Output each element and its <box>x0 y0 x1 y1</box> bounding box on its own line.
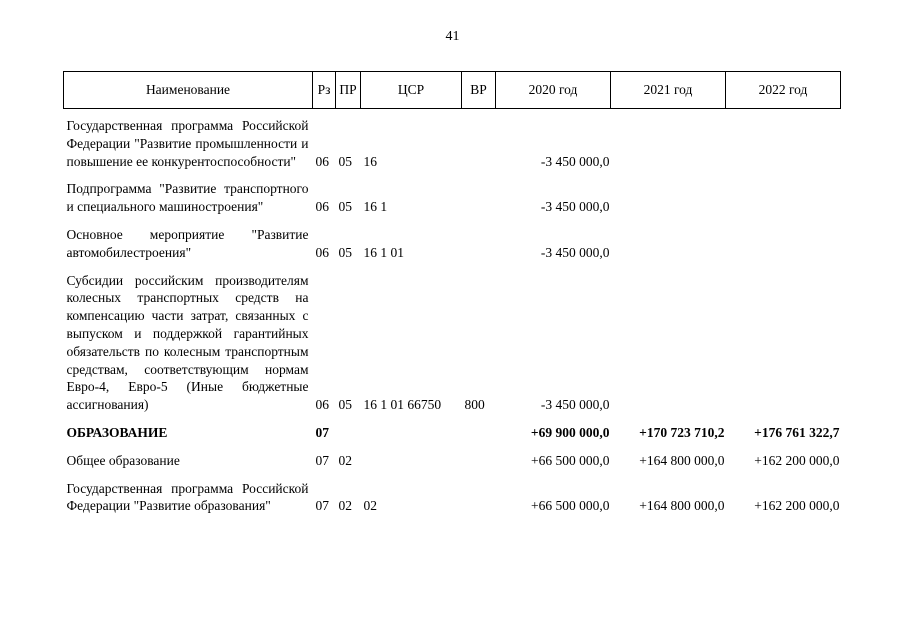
row-name: Государственная программа Российской Федерации "Развитие образования" <box>66 480 309 514</box>
row-2022 <box>726 272 841 424</box>
row-2021 <box>611 180 726 226</box>
header-vr: ВР <box>462 72 496 109</box>
row-pr: 02 <box>338 452 352 468</box>
page-number: 41 <box>445 29 460 44</box>
row-pr: 05 <box>338 397 352 413</box>
row-rz: 07 <box>315 424 329 440</box>
row-pr <box>336 424 361 452</box>
row-rz: 06 <box>315 199 329 215</box>
row-vr <box>462 424 496 452</box>
row-name: Подпрограмма "Развитие транспортного и специального машиностроения" <box>66 181 309 215</box>
row-2021: +164 800 000,0 <box>639 452 725 468</box>
row-csr: 02 <box>363 498 377 514</box>
row-pr: 02 <box>338 498 352 514</box>
row-2022 <box>726 109 841 181</box>
row-rz: 06 <box>315 397 329 413</box>
row-csr: 16 1 01 <box>363 244 404 260</box>
row-2021 <box>611 109 726 181</box>
row-2022 <box>726 226 841 272</box>
table-row <box>64 109 841 181</box>
table-header <box>64 72 841 109</box>
row-vr <box>462 226 496 272</box>
row-2022: +162 200 000,0 <box>754 452 840 468</box>
header-2022: 2022 год <box>726 72 841 109</box>
row-rz: 07 <box>315 452 329 468</box>
row-2022: +176 761 322,7 <box>754 424 840 440</box>
table-row <box>64 480 841 526</box>
row-2020: -3 450 000,0 <box>540 397 610 413</box>
row-name: Основное мероприятие "Развитие автомобилестроения" <box>66 226 309 260</box>
row-2020: +69 900 000,0 <box>530 424 610 440</box>
row-2021 <box>611 272 726 424</box>
row-2020: -3 450 000,0 <box>540 199 610 215</box>
table-body <box>64 109 841 526</box>
table-row-section <box>64 424 841 452</box>
table-row <box>64 226 841 272</box>
row-csr: 16 <box>363 153 377 169</box>
row-rz: 06 <box>315 153 329 169</box>
row-vr <box>462 180 496 226</box>
row-2022 <box>726 180 841 226</box>
row-2020: -3 450 000,0 <box>540 153 610 169</box>
row-2020: -3 450 000,0 <box>540 244 610 260</box>
row-csr <box>361 452 462 480</box>
row-csr: 16 1 <box>363 199 388 215</box>
header-2021: 2021 год <box>611 72 726 109</box>
table-row <box>64 452 841 480</box>
row-2021: +164 800 000,0 <box>639 498 725 514</box>
row-vr <box>462 452 496 480</box>
row-name: Субсидии российским производителям колесных транспортных средств на компенсацию части затрат, связанных с выпуском и поддержкой гарантийных обязательств по колесным транспортным средствам, соответствующим нормам Евро-4, Евро-5 (Иные бюджетные ассигнования) <box>66 272 309 413</box>
row-vr <box>462 109 496 181</box>
row-2020: +66 500 000,0 <box>531 498 610 514</box>
header-rz: Рз <box>313 72 336 109</box>
row-csr <box>361 424 462 452</box>
row-pr: 05 <box>338 153 352 169</box>
row-pr: 05 <box>338 244 352 260</box>
budget-table <box>63 71 841 525</box>
row-pr: 05 <box>338 199 352 215</box>
row-vr: 800 <box>464 397 485 413</box>
table-row <box>64 272 841 424</box>
row-rz: 06 <box>315 244 329 260</box>
row-vr <box>462 480 496 526</box>
header-name: Наименование <box>64 72 313 109</box>
table-row <box>64 180 841 226</box>
row-2021: +170 723 710,2 <box>639 424 725 440</box>
row-name: Государственная программа Российской Федерации "Развитие промышленности и повышение ее конкурентоспособности" <box>66 118 309 169</box>
header-2020: 2020 год <box>496 72 611 109</box>
row-2021 <box>611 226 726 272</box>
header-pr: ПР <box>336 72 361 109</box>
row-csr: 16 1 01 66750 <box>363 397 442 413</box>
row-name: ОБРАЗОВАНИЕ <box>66 424 168 440</box>
row-2020: +66 500 000,0 <box>531 452 610 468</box>
row-2022: +162 200 000,0 <box>754 498 840 514</box>
header-csr: ЦСР <box>361 72 462 109</box>
row-rz: 07 <box>315 498 329 514</box>
row-name: Общее образование <box>66 452 180 468</box>
